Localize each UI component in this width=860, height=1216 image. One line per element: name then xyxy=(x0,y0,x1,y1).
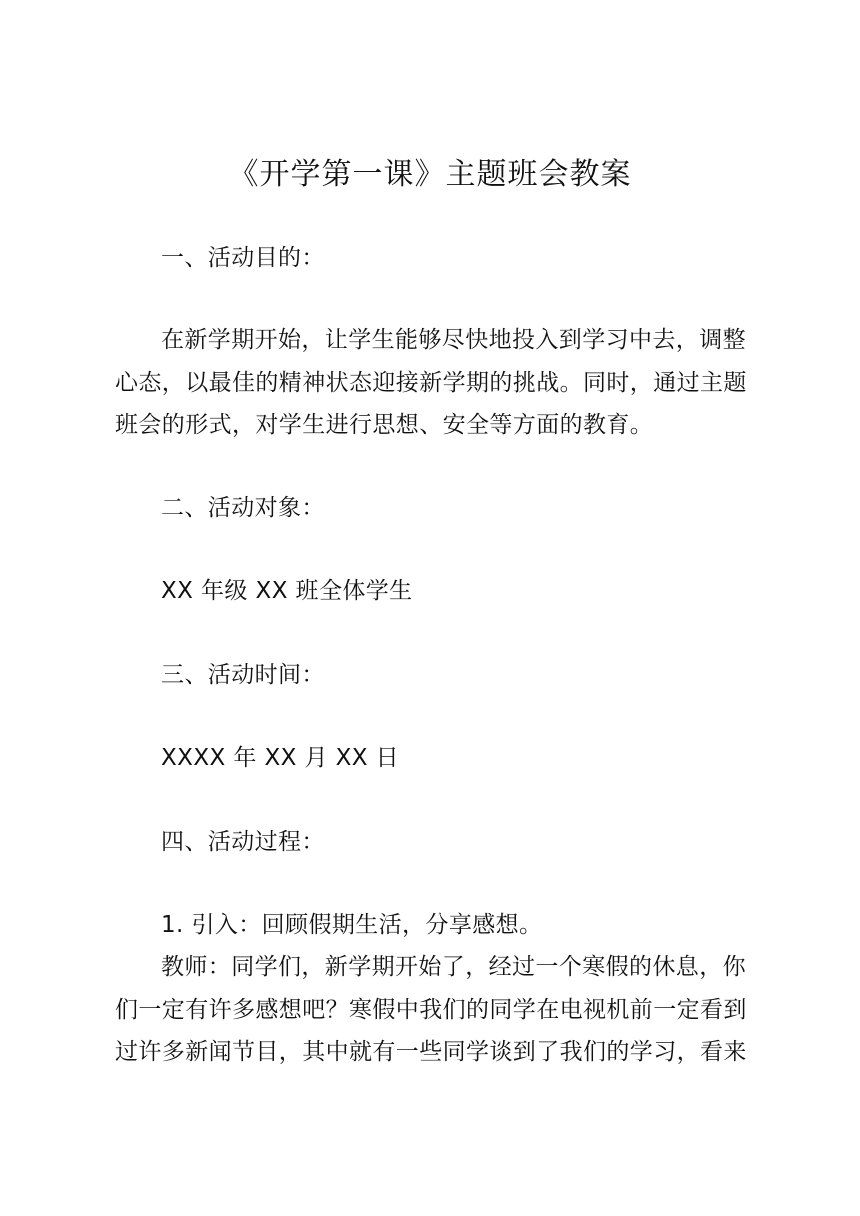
section-heading-time: 三、活动时间： xyxy=(161,662,325,688)
paragraph-line: 们一定有许多感想吧？寒假中我们的同学在电视机前一定看到 xyxy=(115,997,747,1023)
paragraph-line: 在新学期开始，让学生能够尽快地投入到学习中去，调整 xyxy=(161,327,746,353)
section-heading-purpose: 一、活动目的： xyxy=(161,245,325,271)
section-heading-process: 四、活动过程： xyxy=(161,829,325,855)
section-heading-audience: 二、活动对象： xyxy=(161,495,325,521)
process-step-1: 1. 引入：回顾假期生活，分享感想。 xyxy=(161,912,543,938)
paragraph-line: 班会的形式，对学生进行思想、安全等方面的教育。 xyxy=(115,412,654,438)
paragraph-line: 过许多新闻节目，其中就有一些同学谈到了我们的学习，看来 xyxy=(115,1039,747,1065)
document-title: 《开学第一课》主题班会教案 xyxy=(228,157,632,192)
audience-text: XX 年级 XX 班全体学生 xyxy=(161,578,413,604)
paragraph-line: 心态，以最佳的精神状态迎接新学期的挑战。同时，通过主题 xyxy=(115,370,747,396)
time-text: XXXX 年 XX 月 XX 日 xyxy=(161,745,400,771)
paragraph-line: 教师：同学们，新学期开始了，经过一个寒假的休息，你 xyxy=(161,954,746,980)
